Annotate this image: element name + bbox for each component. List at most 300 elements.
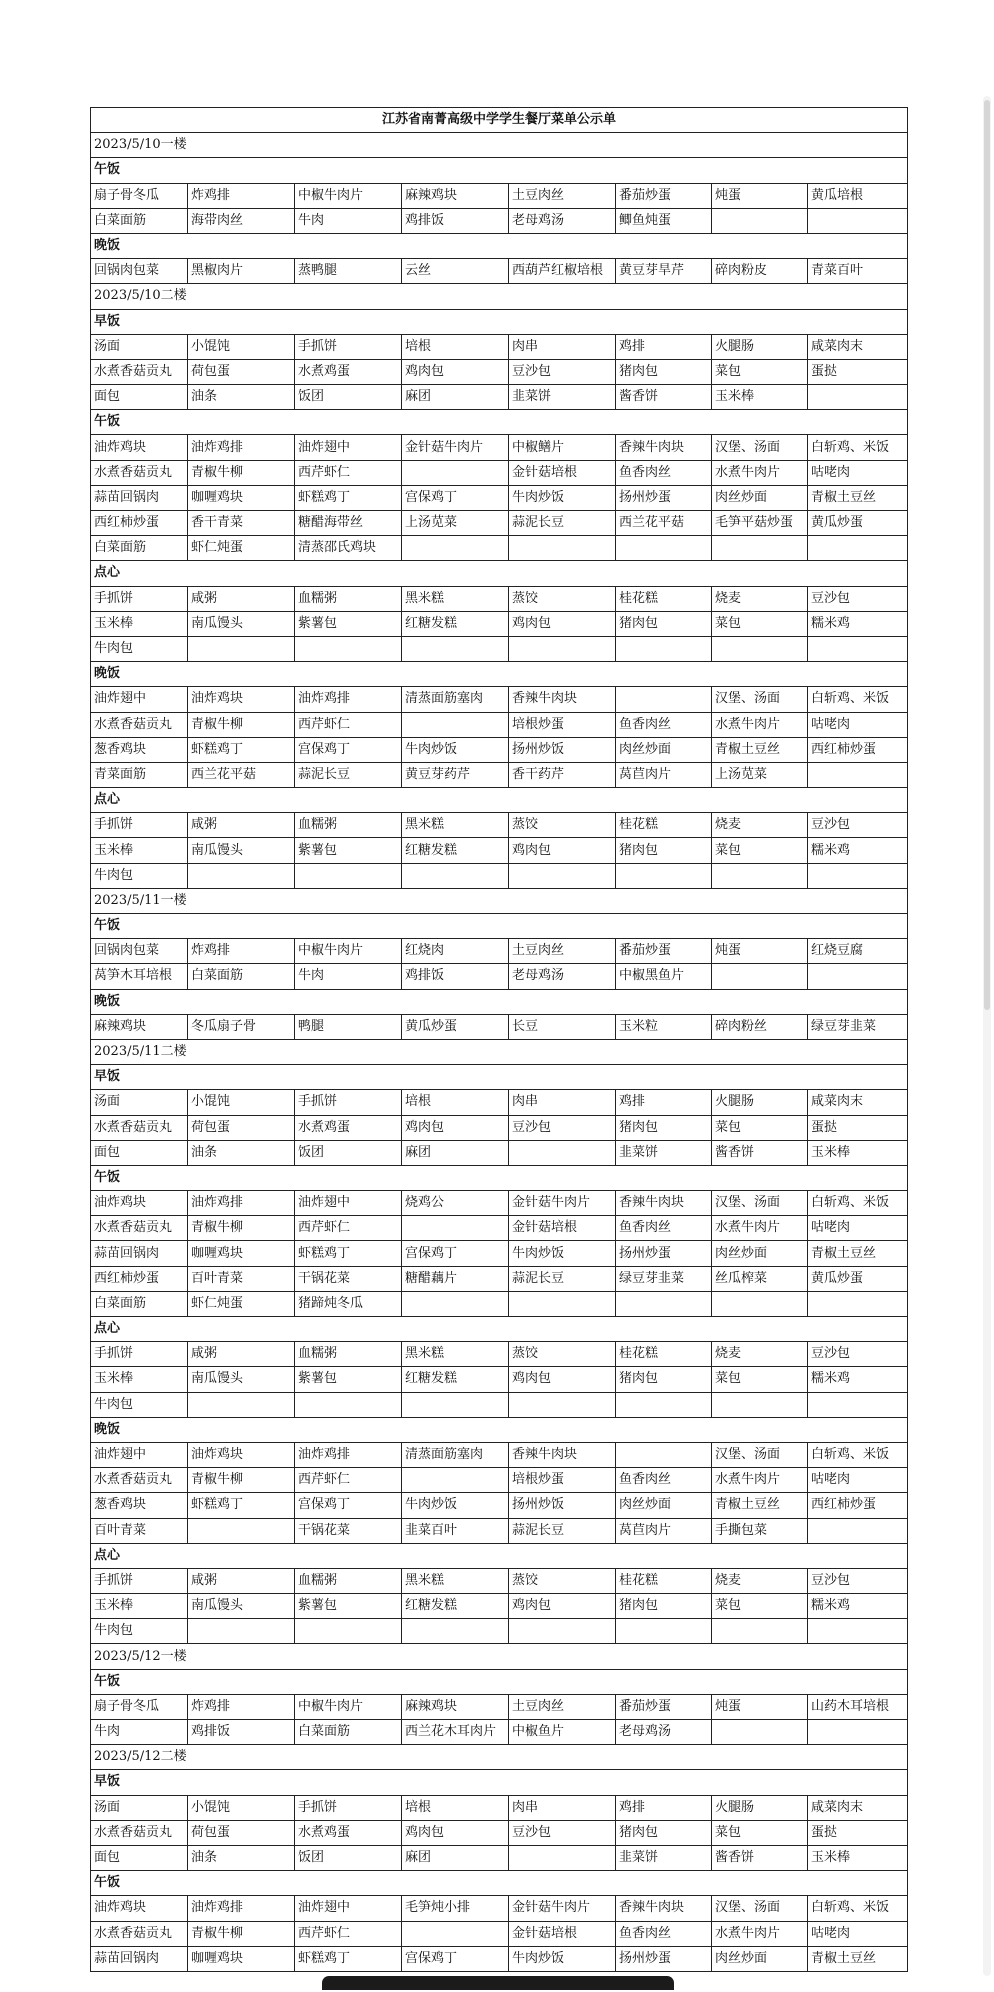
dish-cell: 虾糕鸡丁 [295, 1241, 402, 1266]
dish-cell: 青椒牛柳 [188, 1468, 295, 1493]
dish-row [91, 485, 908, 510]
dish-cell: 老母鸡汤 [509, 964, 616, 989]
dish-cell: 蒸鸭腿 [295, 259, 402, 284]
dish-row [91, 813, 908, 838]
dish-cell: 中椒牛肉片 [295, 939, 402, 964]
dish-row [91, 1014, 908, 1039]
dish-cell: 水煮香菇贡丸 [91, 460, 188, 485]
dish-cell [295, 636, 402, 661]
dish-row [91, 1820, 908, 1845]
dish-cell: 玉米粒 [616, 1014, 712, 1039]
dish-row [91, 511, 908, 536]
dish-row [91, 1594, 908, 1619]
meal-label: 午饭 [91, 1871, 908, 1896]
dish-cell [188, 636, 295, 661]
dish-cell: 水煮牛肉片 [712, 712, 808, 737]
dish-cell: 白菜面筋 [188, 964, 295, 989]
dish-cell [808, 1619, 908, 1644]
dish-cell: 黄豆芽药芹 [402, 762, 509, 787]
dish-cell: 豆沙包 [509, 359, 616, 384]
dish-row [91, 586, 908, 611]
dish-cell: 麻辣鸡块 [402, 183, 509, 208]
dish-cell: 培根 [402, 334, 509, 359]
dish-cell: 鸡排饭 [402, 964, 509, 989]
dish-cell: 汉堡、汤面 [712, 1442, 808, 1467]
dish-cell: 咖喱鸡块 [188, 1241, 295, 1266]
dish-cell: 牛肉炒饭 [509, 485, 616, 510]
dish-cell: 面包 [91, 385, 188, 410]
dish-cell: 韭菜百叶 [402, 1518, 509, 1543]
dish-cell: 牛肉包 [91, 1619, 188, 1644]
dish-cell: 青椒牛柳 [188, 1921, 295, 1946]
dish-cell: 青椒牛柳 [188, 460, 295, 485]
dish-row [91, 1367, 908, 1392]
dish-cell: 莴笋木耳培根 [91, 964, 188, 989]
dish-cell: 油条 [188, 1140, 295, 1165]
dish-cell: 干锅花菜 [295, 1518, 402, 1543]
dish-cell: 荷包蛋 [188, 1115, 295, 1140]
dish-cell: 水煮香菇贡丸 [91, 712, 188, 737]
dish-cell: 金针菇培根 [509, 1216, 616, 1241]
menu-table [90, 107, 908, 1972]
dish-cell: 麻辣鸡块 [402, 1694, 509, 1719]
dish-cell: 青椒土豆丝 [712, 737, 808, 762]
dish-cell: 蒸饺 [509, 1568, 616, 1593]
dish-cell: 荷包蛋 [188, 359, 295, 384]
dish-cell: 绿豆芽韭菜 [808, 1014, 908, 1039]
dish-cell: 培根炒蛋 [509, 712, 616, 737]
dish-cell: 猪肉包 [616, 359, 712, 384]
dish-cell: 蒸饺 [509, 1342, 616, 1367]
dish-cell: 桂花糕 [616, 1568, 712, 1593]
dish-cell: 紫薯包 [295, 838, 402, 863]
dish-cell [712, 1720, 808, 1745]
dish-cell: 桂花糕 [616, 813, 712, 838]
dish-cell [295, 1392, 402, 1417]
dish-cell: 水煮牛肉片 [712, 460, 808, 485]
dish-cell: 汤面 [91, 1090, 188, 1115]
dish-cell: 肉丝炒面 [616, 737, 712, 762]
dish-cell: 南瓜馒头 [188, 1367, 295, 1392]
dish-cell: 香辣牛肉块 [616, 1191, 712, 1216]
dish-cell: 长豆 [509, 1014, 616, 1039]
meal-label: 晚饭 [91, 233, 908, 258]
dish-cell: 清蒸面筋塞肉 [402, 687, 509, 712]
dish-cell: 血糯粥 [295, 1342, 402, 1367]
dish-cell: 蒜泥长豆 [509, 1266, 616, 1291]
dish-row [91, 1518, 908, 1543]
dish-row [91, 1921, 908, 1946]
dish-row [91, 1896, 908, 1921]
dish-cell [188, 1392, 295, 1417]
dish-cell: 糯米鸡 [808, 1594, 908, 1619]
dish-row [91, 385, 908, 410]
dish-row [91, 1342, 908, 1367]
dish-cell: 百叶青菜 [188, 1266, 295, 1291]
dish-cell: 猪肉包 [616, 1820, 712, 1845]
dish-cell: 菜包 [712, 838, 808, 863]
dish-cell: 南瓜馒头 [188, 838, 295, 863]
dish-cell: 牛肉包 [91, 1392, 188, 1417]
dish-cell: 水煮牛肉片 [712, 1468, 808, 1493]
dish-cell: 宫保鸡丁 [402, 485, 509, 510]
dish-cell: 烧麦 [712, 1568, 808, 1593]
dish-cell: 汉堡、汤面 [712, 1896, 808, 1921]
meal-row [91, 561, 908, 586]
dish-cell: 鱼香肉丝 [616, 1216, 712, 1241]
dish-cell: 饭团 [295, 1845, 402, 1870]
dish-cell: 蒜苗回锅肉 [91, 485, 188, 510]
dish-row [91, 359, 908, 384]
dish-cell: 酱香饼 [616, 385, 712, 410]
dish-cell: 中椒牛肉片 [295, 1694, 402, 1719]
dish-cell: 白斩鸡、米饭 [808, 1191, 908, 1216]
dish-cell [295, 863, 402, 888]
dish-cell: 牛肉炒饭 [509, 1241, 616, 1266]
dish-cell [402, 1619, 509, 1644]
dish-cell: 咸粥 [188, 813, 295, 838]
dish-row [91, 737, 908, 762]
dish-cell: 莴苣肉片 [616, 1518, 712, 1543]
dish-cell: 鸡肉包 [509, 1367, 616, 1392]
dish-cell: 香干药芹 [509, 762, 616, 787]
dish-cell: 丝瓜榨菜 [712, 1266, 808, 1291]
dish-cell: 豆沙包 [808, 586, 908, 611]
meal-row [91, 1317, 908, 1342]
meal-row [91, 989, 908, 1014]
dish-cell [509, 863, 616, 888]
dish-cell: 蛋挞 [808, 359, 908, 384]
dish-cell: 油炸鸡排 [188, 1191, 295, 1216]
dish-row [91, 1795, 908, 1820]
dish-cell [712, 863, 808, 888]
dish-cell: 面包 [91, 1140, 188, 1165]
meal-row [91, 158, 908, 183]
dish-cell: 青椒牛柳 [188, 712, 295, 737]
date-row [91, 1644, 908, 1669]
dish-row [91, 460, 908, 485]
dish-cell: 小馄饨 [188, 1090, 295, 1115]
dish-cell [402, 863, 509, 888]
dish-cell: 鱼香肉丝 [616, 460, 712, 485]
dish-cell [712, 636, 808, 661]
dish-cell [616, 1619, 712, 1644]
dish-cell: 香辣牛肉块 [616, 1896, 712, 1921]
dish-cell: 蒜泥长豆 [509, 1518, 616, 1543]
dish-cell: 鸡肉包 [402, 1820, 509, 1845]
dish-cell: 冬瓜扇子骨 [188, 1014, 295, 1039]
dish-cell: 麻团 [402, 1845, 509, 1870]
dish-cell [509, 536, 616, 561]
dish-cell: 糖醋藕片 [402, 1266, 509, 1291]
dish-cell: 炸鸡排 [188, 183, 295, 208]
dish-cell: 咸菜肉末 [808, 334, 908, 359]
dish-cell [509, 636, 616, 661]
section-date: 2023/5/10一楼 [91, 133, 908, 158]
dish-cell: 玉米棒 [91, 1367, 188, 1392]
dish-cell: 糯米鸡 [808, 611, 908, 636]
dish-cell [509, 1140, 616, 1165]
dish-cell [402, 1468, 509, 1493]
dish-cell: 土豆肉丝 [509, 1694, 616, 1719]
dish-cell [616, 863, 712, 888]
dish-cell [712, 536, 808, 561]
dish-cell [808, 536, 908, 561]
dish-cell [509, 1392, 616, 1417]
dish-cell: 土豆肉丝 [509, 183, 616, 208]
dish-cell: 清蒸面筋塞肉 [402, 1442, 509, 1467]
dish-cell: 中椒黑鱼片 [616, 964, 712, 989]
dish-cell: 水煮鸡蛋 [295, 1820, 402, 1845]
dish-cell: 火腿肠 [712, 334, 808, 359]
dish-cell: 油炸翅中 [295, 435, 402, 460]
meal-label: 早饭 [91, 1770, 908, 1795]
dish-row [91, 636, 908, 661]
dish-cell: 海带肉丝 [188, 208, 295, 233]
dish-cell [712, 208, 808, 233]
meal-label: 早饭 [91, 1065, 908, 1090]
dish-cell: 鱼香肉丝 [616, 1468, 712, 1493]
dish-row [91, 1392, 908, 1417]
meal-row [91, 309, 908, 334]
meal-row [91, 1165, 908, 1190]
dish-cell [808, 636, 908, 661]
dish-cell: 玉米棒 [91, 838, 188, 863]
dish-cell: 虾仁炖蛋 [188, 536, 295, 561]
dish-cell: 西芹虾仁 [295, 1468, 402, 1493]
dish-row [91, 1140, 908, 1165]
page-title: 江苏省南菁高级中学学生餐厅菜单公示单 [91, 108, 908, 133]
dish-cell: 牛肉炒饭 [402, 737, 509, 762]
dish-cell: 酱香饼 [712, 1845, 808, 1870]
dish-cell: 油炸鸡块 [91, 1896, 188, 1921]
dish-cell: 豆沙包 [509, 1115, 616, 1140]
dish-cell [808, 863, 908, 888]
dish-cell: 黄瓜培根 [808, 183, 908, 208]
dish-cell: 玉米棒 [808, 1845, 908, 1870]
dish-cell: 回锅肉包菜 [91, 259, 188, 284]
meal-row [91, 1543, 908, 1568]
dish-cell: 上汤苋菜 [402, 511, 509, 536]
dish-cell: 水煮香菇贡丸 [91, 1468, 188, 1493]
dish-cell: 鸡肉包 [402, 1115, 509, 1140]
dish-cell: 山药木耳培根 [808, 1694, 908, 1719]
dish-cell: 碎肉粉丝 [712, 1014, 808, 1039]
dish-cell: 中椒鱼片 [509, 1720, 616, 1745]
dish-cell: 油炸鸡排 [188, 1896, 295, 1921]
section-date: 2023/5/12一楼 [91, 1644, 908, 1669]
dish-cell: 烧鸡公 [402, 1191, 509, 1216]
dish-row [91, 259, 908, 284]
dish-cell: 玉米棒 [808, 1140, 908, 1165]
dish-cell [808, 1518, 908, 1543]
dish-cell: 血糯粥 [295, 1568, 402, 1593]
dish-row [91, 1493, 908, 1518]
dish-cell: 虾糕鸡丁 [295, 1946, 402, 1971]
dish-cell: 牛肉 [295, 964, 402, 989]
dish-cell: 金针菇培根 [509, 460, 616, 485]
dish-cell: 酱香饼 [712, 1140, 808, 1165]
dish-cell: 汤面 [91, 334, 188, 359]
dish-cell: 黄瓜炒蛋 [808, 1266, 908, 1291]
dish-cell: 鲫鱼炖蛋 [616, 208, 712, 233]
dish-cell [808, 1720, 908, 1745]
dish-cell: 虾糕鸡丁 [188, 737, 295, 762]
dish-cell: 老母鸡汤 [616, 1720, 712, 1745]
dish-cell: 西芹虾仁 [295, 712, 402, 737]
dish-cell: 菜包 [712, 359, 808, 384]
dish-row [91, 863, 908, 888]
dish-cell: 青椒土豆丝 [808, 485, 908, 510]
dish-cell: 白菜面筋 [91, 536, 188, 561]
dish-row [91, 1694, 908, 1719]
dish-cell: 水煮香菇贡丸 [91, 359, 188, 384]
dish-cell: 火腿肠 [712, 1795, 808, 1820]
dish-cell: 鸡肉包 [509, 838, 616, 863]
dish-row [91, 1619, 908, 1644]
dish-cell: 水煮鸡蛋 [295, 359, 402, 384]
meal-label: 点心 [91, 561, 908, 586]
section-date: 2023/5/11一楼 [91, 888, 908, 913]
dish-cell: 鸡排饭 [188, 1720, 295, 1745]
dish-cell: 咕咾肉 [808, 712, 908, 737]
dish-cell: 青椒土豆丝 [808, 1241, 908, 1266]
dish-cell: 黑米糕 [402, 586, 509, 611]
meal-row [91, 1669, 908, 1694]
dish-cell: 金针菇牛肉片 [509, 1896, 616, 1921]
dish-cell: 肉丝炒面 [616, 1493, 712, 1518]
dish-row [91, 1090, 908, 1115]
dish-cell: 白斩鸡、米饭 [808, 687, 908, 712]
date-row [91, 1745, 908, 1770]
dish-cell: 菜包 [712, 1820, 808, 1845]
dish-cell: 牛肉包 [91, 636, 188, 661]
dish-row [91, 1845, 908, 1870]
meal-label: 早饭 [91, 309, 908, 334]
dish-cell: 土豆肉丝 [509, 939, 616, 964]
dish-cell [509, 1845, 616, 1870]
dish-cell: 虾糕鸡丁 [188, 1493, 295, 1518]
dish-cell: 油炸鸡排 [188, 435, 295, 460]
dish-cell [402, 536, 509, 561]
dish-cell: 西兰花平菇 [616, 511, 712, 536]
dish-cell: 西红柿炒蛋 [91, 511, 188, 536]
dish-cell: 扬州炒饭 [509, 1493, 616, 1518]
dish-cell: 牛肉包 [91, 863, 188, 888]
dish-cell: 炖蛋 [712, 183, 808, 208]
dish-cell: 青椒土豆丝 [808, 1946, 908, 1971]
dish-cell [402, 1921, 509, 1946]
dish-cell [402, 460, 509, 485]
dish-cell: 鸡排 [616, 1090, 712, 1115]
dish-cell: 油炸翅中 [91, 687, 188, 712]
dish-cell: 菜包 [712, 611, 808, 636]
dish-row [91, 964, 908, 989]
dish-cell: 鸡肉包 [509, 1594, 616, 1619]
meal-label: 晚饭 [91, 1417, 908, 1442]
dish-cell: 青椒土豆丝 [712, 1493, 808, 1518]
dish-cell: 油炸翅中 [91, 1442, 188, 1467]
dish-cell: 干锅花菜 [295, 1266, 402, 1291]
dish-cell: 南瓜馒头 [188, 611, 295, 636]
meal-row [91, 1770, 908, 1795]
dish-cell: 油炸鸡块 [91, 1191, 188, 1216]
dish-cell: 鱼香肉丝 [616, 712, 712, 737]
dish-cell: 蒜苗回锅肉 [91, 1241, 188, 1266]
dish-cell: 油炸鸡块 [91, 435, 188, 460]
dish-cell: 肉串 [509, 1090, 616, 1115]
dish-cell: 培根炒蛋 [509, 1468, 616, 1493]
dish-cell: 蒸饺 [509, 586, 616, 611]
dish-cell: 红糖发糕 [402, 611, 509, 636]
dish-cell: 西红柿炒蛋 [808, 1493, 908, 1518]
dish-cell: 黄瓜炒蛋 [808, 511, 908, 536]
dish-cell: 红糖发糕 [402, 1594, 509, 1619]
dish-cell: 麻辣鸡块 [91, 1014, 188, 1039]
dish-cell: 蒜泥长豆 [295, 762, 402, 787]
dish-cell: 蒜泥长豆 [509, 511, 616, 536]
dish-cell [616, 687, 712, 712]
dish-cell: 面包 [91, 1845, 188, 1870]
meal-label: 晚饭 [91, 989, 908, 1014]
dish-cell [188, 1518, 295, 1543]
dish-cell: 虾糕鸡丁 [295, 485, 402, 510]
meal-row [91, 410, 908, 435]
dish-cell: 葱香鸡块 [91, 1493, 188, 1518]
dish-cell: 油炸翅中 [295, 1896, 402, 1921]
dish-row [91, 712, 908, 737]
dish-cell: 麻团 [402, 1140, 509, 1165]
dish-cell [188, 1619, 295, 1644]
meal-label: 午饭 [91, 914, 908, 939]
dish-cell: 扬州炒蛋 [616, 1241, 712, 1266]
dish-cell: 香辣牛肉块 [509, 687, 616, 712]
dish-cell: 扬州炒蛋 [616, 1946, 712, 1971]
meal-row [91, 788, 908, 813]
dish-cell: 咸菜肉末 [808, 1795, 908, 1820]
dish-cell: 麻团 [402, 385, 509, 410]
meal-label: 点心 [91, 788, 908, 813]
dish-cell: 小馄饨 [188, 334, 295, 359]
dish-cell: 鸡排 [616, 1795, 712, 1820]
dish-cell: 中椒牛肉片 [295, 183, 402, 208]
date-row [91, 1039, 908, 1064]
dish-cell: 香辣牛肉块 [509, 1442, 616, 1467]
dish-cell: 油条 [188, 385, 295, 410]
dish-cell: 豆沙包 [808, 1342, 908, 1367]
dish-cell: 白斩鸡、米饭 [808, 1896, 908, 1921]
dish-cell: 黑米糕 [402, 1342, 509, 1367]
dish-cell: 鸭腿 [295, 1014, 402, 1039]
dish-cell: 西红柿炒蛋 [91, 1266, 188, 1291]
dish-cell: 油炸鸡排 [295, 1442, 402, 1467]
home-indicator-bar[interactable] [322, 1976, 674, 1990]
dish-cell: 鱼香肉丝 [616, 1921, 712, 1946]
dish-cell: 手抓饼 [295, 334, 402, 359]
dish-cell: 豆沙包 [509, 1820, 616, 1845]
meal-label: 午饭 [91, 410, 908, 435]
dish-cell: 牛肉 [295, 208, 402, 233]
scrollbar-thumb[interactable] [984, 100, 990, 1010]
dish-cell: 宫保鸡丁 [402, 1241, 509, 1266]
dish-cell: 咸菜肉末 [808, 1090, 908, 1115]
dish-cell: 培根 [402, 1090, 509, 1115]
dish-row [91, 1291, 908, 1316]
dish-row [91, 536, 908, 561]
dish-cell: 糯米鸡 [808, 838, 908, 863]
dish-cell: 油炸鸡块 [188, 1442, 295, 1467]
dish-cell: 回锅肉包菜 [91, 939, 188, 964]
